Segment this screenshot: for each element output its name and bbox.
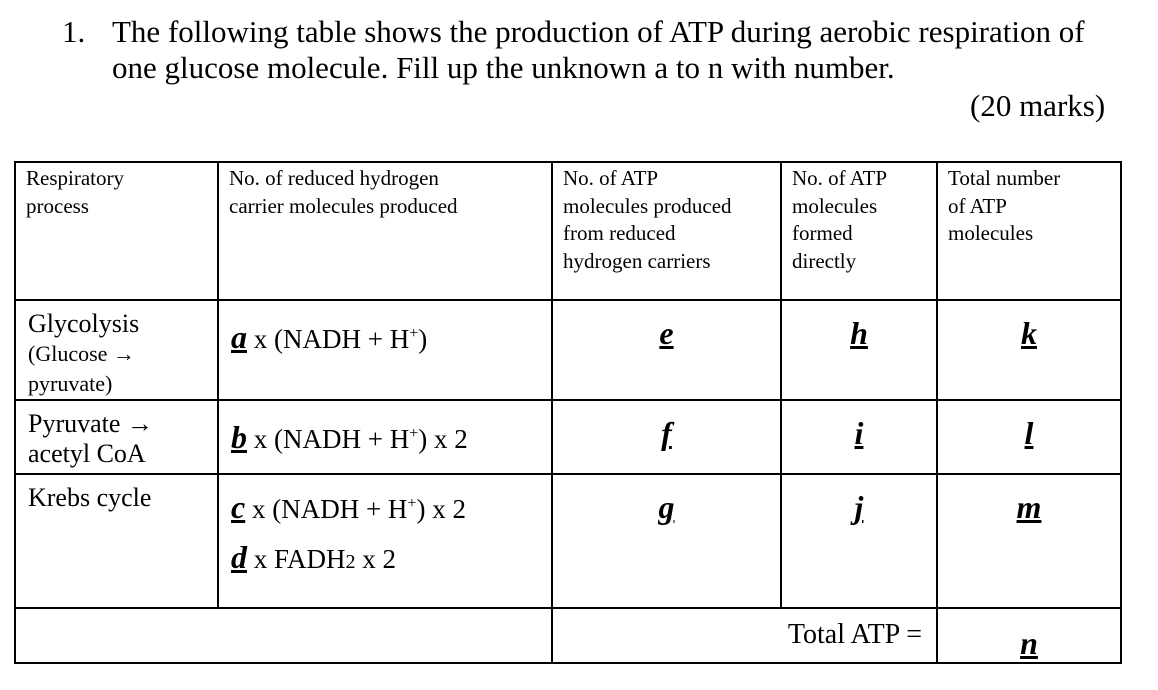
- total-cell: [937, 400, 1121, 474]
- blank-n[interactable]: n: [1020, 625, 1038, 661]
- atp-carriers-cell: [552, 300, 781, 400]
- carrier-cell: a x (NADH + H+): [218, 300, 552, 400]
- total-cell: [937, 474, 1121, 608]
- atp-carriers-cell: [552, 400, 781, 474]
- header-total-atp: Total number of ATP molecules: [937, 162, 1121, 300]
- header-row: [15, 162, 1121, 300]
- row-glycolysis: [15, 300, 1121, 400]
- process-cell: Pyruvate → acetyl CoA: [15, 400, 218, 474]
- carrier-cell: b x (NADH + H+) x 2: [218, 400, 552, 474]
- blank-g[interactable]: g: [658, 489, 675, 525]
- atp-carriers-cell: [552, 474, 781, 608]
- blank-c[interactable]: c: [231, 489, 246, 525]
- blank-k[interactable]: k: [1021, 315, 1037, 351]
- process-cell: Krebs cycle: [15, 474, 218, 608]
- blank-h[interactable]: h: [850, 315, 868, 351]
- marks-label: (20 marks): [970, 88, 1106, 123]
- total-atp-label: Total ATP =: [552, 608, 937, 663]
- blank-e[interactable]: e: [659, 315, 674, 351]
- atp-direct-cell: [781, 300, 937, 400]
- header-atp-direct: No. of ATP molecules formed directly: [781, 162, 937, 300]
- question-line-1: The following table shows the production of ATP during aerobic respiration of: [112, 14, 1085, 49]
- blank-j[interactable]: j: [854, 489, 864, 525]
- carrier-cell: c x (NADH + H+) x 2 d x FADH2 x 2: [218, 474, 552, 608]
- row-krebs: [15, 474, 1121, 608]
- header-respiratory-process: Respiratory process: [15, 162, 218, 300]
- question-text: [112, 14, 1132, 86]
- blank-b[interactable]: b: [231, 419, 247, 455]
- blank-l[interactable]: l: [1024, 415, 1034, 451]
- process-cell: Glycolysis (Glucose → pyruvate): [15, 300, 218, 400]
- question-line-2: one glucose molecule. Fill up the unknown a to n with number.: [112, 50, 895, 85]
- total-row-empty: [15, 608, 552, 663]
- atp-direct-cell: [781, 400, 937, 474]
- question-number: 1.: [62, 14, 86, 49]
- header-atp-from-carriers: No. of ATP molecules produced from reduced hydrogen carriers: [552, 162, 781, 300]
- row-pyruvate: [15, 400, 1121, 474]
- total-row: [15, 608, 1121, 663]
- blank-m[interactable]: m: [1016, 489, 1042, 525]
- blank-i[interactable]: i: [854, 415, 864, 451]
- atp-direct-cell: [781, 474, 937, 608]
- total-atp-cell: [937, 608, 1121, 663]
- atp-table: [14, 161, 1122, 664]
- blank-f[interactable]: f: [661, 415, 672, 451]
- header-reduced-carriers: No. of reduced hydrogen carrier molecules produced: [218, 162, 552, 300]
- blank-a[interactable]: a: [231, 319, 247, 355]
- total-cell: [937, 300, 1121, 400]
- blank-d[interactable]: d: [231, 539, 247, 575]
